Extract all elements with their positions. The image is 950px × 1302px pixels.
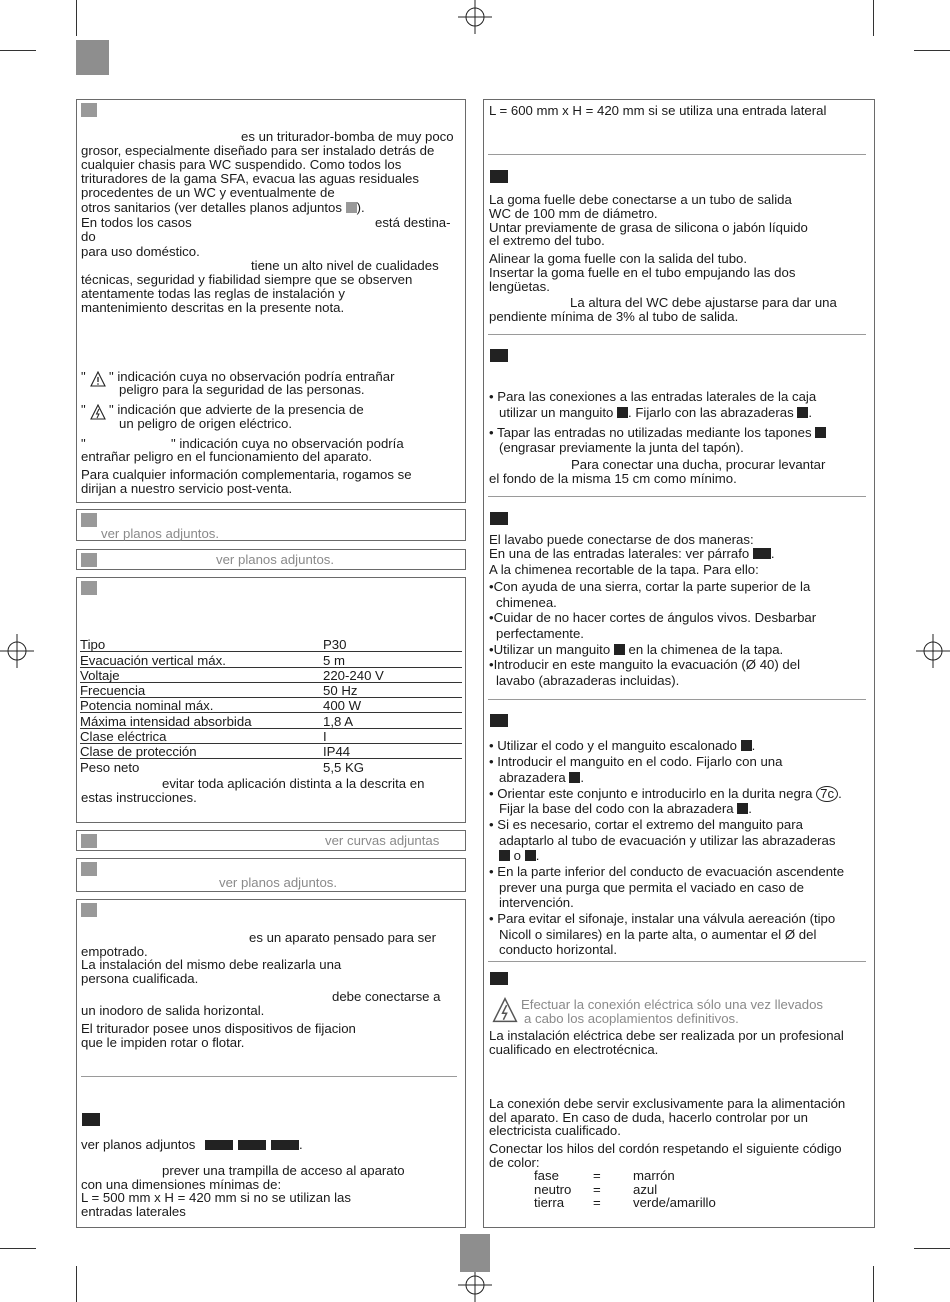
wc-line: WC de 100 mm de diámetro. (489, 206, 658, 221)
color-code-name: neutro (534, 1182, 572, 1197)
color-code-eq: = (593, 1195, 601, 1210)
spec-row (80, 637, 462, 652)
lateral-bullet (489, 390, 816, 404)
ref-text: ver planos adjuntos. (101, 526, 220, 541)
part-ref-marker (741, 740, 752, 751)
quote-mark: " (81, 402, 86, 417)
spec-row (80, 682, 462, 697)
lateral-note: Para conectar una ducha, procurar levantar (571, 457, 826, 472)
wc-line: pendiente mínima de 3% al tubo de salida. (489, 309, 739, 324)
install-line: La instalación del mismo debe realizarla una (81, 957, 342, 972)
color-code-value: azul (633, 1182, 658, 1197)
spec-value: IP44 (323, 744, 462, 759)
part-ref-marker (815, 427, 826, 438)
crop-mark (914, 50, 950, 51)
page-number-tab (460, 1234, 490, 1272)
warn-line: entrañar peligro en el funcionamiento del aparato. (81, 449, 373, 464)
color-code-name: fase (534, 1168, 559, 1183)
lavabo-line: •Cuidar de no hacer cortes de ángulos vivos. Desbarbar (489, 610, 817, 625)
elec-line: del aparato. En caso de duda, hacerlo controlar por un (489, 1110, 808, 1125)
intro-line: técnicas, seguridad y fiabilidad siempre que se observen (81, 272, 413, 287)
elec-line: de color: (489, 1155, 540, 1170)
ref-section-3 (76, 830, 466, 851)
spec-label: Peso neto (80, 759, 140, 775)
lateral-bullet (499, 406, 812, 420)
section-marker (81, 834, 97, 848)
evac-text: o (513, 848, 522, 863)
lateral-text: • Para las conexiones a las entradas laterales de la caja (489, 389, 817, 404)
elec-line: La instalación eléctrica debe ser realizada por un profesional (489, 1028, 844, 1043)
section-marker (81, 862, 97, 876)
divider (81, 1076, 457, 1077)
intro-line: trituradores de la gama SFA, evacua las aguas residuales (81, 171, 419, 186)
section-marker-dark (490, 512, 508, 525)
color-code-name: tierra (534, 1195, 565, 1210)
lavabo-line: chimenea. (496, 595, 557, 610)
evac-line: • Si es necesario, cortar el extremo del manguito para (489, 817, 803, 832)
warn-line: " indicación que advierte de la presencia de (109, 402, 364, 417)
close-paren: ). (356, 200, 365, 215)
section-marker (81, 513, 97, 527)
section-marker-dark (490, 170, 508, 183)
lateral-text: utilizar un manguito (499, 405, 614, 420)
part-ref-marker (617, 407, 628, 418)
divider (488, 154, 866, 155)
install-line: debe conectarse a (332, 989, 441, 1004)
period: . (299, 1137, 303, 1152)
install-section (76, 899, 466, 1228)
specs-table (80, 637, 462, 774)
lavabo-line: perfectamente. (496, 626, 584, 641)
quote-mark: " (81, 369, 86, 384)
crop-mark (0, 50, 36, 51)
evac-text: . (838, 786, 842, 801)
intro-line: grosor, especialmente diseñado para ser instalado detrás de (81, 143, 435, 158)
spec-row (80, 713, 462, 728)
intro-line-text: otros sanitarios (ver detalles planos adjuntos (81, 200, 342, 215)
install-line: que le impiden rotar o flotar. (81, 1035, 245, 1050)
language-tab (76, 40, 109, 75)
right-column (483, 99, 875, 1228)
registration-mark-icon (0, 634, 34, 668)
spec-row (80, 759, 462, 774)
intro-line: procedentes de un WC y eventualmente de (81, 185, 335, 200)
part-ref-marker (614, 644, 625, 655)
intro-line: mantenimiento descritas en la presente nota. (81, 300, 345, 315)
color-code-value: verde/amarillo (633, 1195, 716, 1210)
lateral-text: . (808, 405, 813, 420)
part-ref-marker (797, 407, 808, 418)
color-code-value: marrón (633, 1168, 675, 1183)
spec-label: Evacuación vertical máx. (80, 652, 323, 667)
evac-line: • En la parte inferior del conducto de evacuación ascendente (489, 864, 845, 879)
intro-line: está destina- (375, 215, 451, 230)
elec-line: Conectar los hilos del cordón respetando el siguiente código (489, 1141, 842, 1156)
ref-text: ver planos adjuntos. (219, 875, 338, 890)
warn-line: dirijan a nuestro servicio post-venta. (81, 481, 293, 496)
spec-label: Tipo (80, 637, 323, 652)
intro-line: para uso doméstico. (81, 244, 200, 259)
warn-line: peligro para la seguridad de las personas. (119, 382, 365, 397)
elec-line: electricista cualificado. (489, 1123, 621, 1138)
evac-line: prever una purga que permita el vaciado en caso de (499, 880, 804, 895)
spec-value: I (323, 728, 462, 743)
ref-section-1 (76, 509, 466, 541)
intro-line: do (81, 229, 96, 244)
spec-value: 5 m (323, 652, 462, 667)
quote-mark: " (81, 436, 86, 451)
lateral-bullet: (engrasar previamente la junta del tapón). (499, 440, 744, 455)
evac-line: • Para evitar el sifonaje, instalar una válvula aereación (tipo (489, 911, 836, 926)
registration-mark-icon (458, 0, 492, 34)
evac-line: Nicoll o similares) en la parte alta, o aumentar el Ø del (499, 927, 817, 942)
plan-ref-marker (205, 1140, 233, 1150)
intro-section (76, 99, 466, 503)
divider (488, 961, 866, 962)
crop-mark (873, 0, 874, 36)
wc-line: Insertar la goma fuelle en el tubo empujando las dos (489, 265, 796, 280)
divider (488, 334, 866, 335)
part-ref-marker (569, 772, 580, 783)
spec-value: 5,5 KG (323, 759, 365, 775)
lavabo-line: El lavabo puede conectarse de dos maneras: (489, 532, 754, 547)
divider (488, 699, 866, 700)
intro-line: En todos los casos (81, 215, 192, 230)
ref-text: ver planos adjuntos. (216, 552, 335, 567)
lavabo-line: A la chimenea recortable de la tapa. Para ello: (489, 562, 759, 577)
registration-mark-icon (916, 634, 950, 668)
elec-line: La conexión debe servir exclusivamente para la alimentación (489, 1096, 846, 1111)
spec-label: Máxima intensidad absorbida (80, 713, 323, 728)
spec-value: 220-240 V (323, 667, 462, 682)
access-line: prever una trampilla de acceso al aparato (162, 1163, 405, 1178)
intro-line: tiene un alto nivel de cualidades (251, 258, 439, 273)
part-ref-marker (525, 850, 536, 861)
evac-line: adaptarlo al tubo de evacuación y utilizar las abrazaderas (499, 833, 836, 848)
access-line-lateral: L = 600 mm x H = 420 mm si se utiliza una entrada lateral (489, 103, 827, 118)
electric-warning-icon (491, 997, 519, 1023)
wc-line: La altura del WC debe ajustarse para dar una (570, 295, 837, 310)
intro-line: atentamente todas las reglas de instalación y (81, 286, 345, 301)
intro-line: es un triturador-bomba de muy poco (241, 129, 454, 144)
access-line: con una dimensiones mínimas de: (81, 1177, 282, 1192)
warn-line: un peligro de origen eléctrico. (119, 416, 293, 431)
install-line: es un aparato pensado para ser (249, 930, 436, 945)
crop-mark (76, 0, 77, 36)
divider (488, 496, 866, 497)
color-code-eq: = (593, 1168, 601, 1183)
section-marker-dark (490, 714, 508, 727)
evac-text: . (748, 801, 752, 816)
elec-warning: Efectuar la conexión eléctrica sólo una vez llevados (521, 997, 824, 1012)
section-marker-dark (82, 1113, 100, 1126)
warn-line: " indicación cuya no observación podría entrañar (109, 369, 395, 384)
install-line: empotrado. (81, 944, 148, 959)
spec-row (80, 652, 462, 667)
lavabo-line (489, 547, 775, 561)
evac-line: intervención. (499, 895, 574, 910)
ref-marker (346, 202, 357, 213)
crop-mark (914, 1248, 950, 1249)
registration-mark-icon (458, 1268, 492, 1302)
lavabo-text: en la chimenea de la tapa. (628, 642, 784, 657)
lateral-bullet (489, 426, 826, 440)
install-line: El triturador posee unos dispositivos de fijacion (81, 1021, 356, 1036)
spec-row (80, 698, 462, 713)
evac-line (489, 739, 755, 753)
warn-line: Para cualquier información complementaria, rogamos se (81, 467, 412, 482)
access-line: L = 500 mm x H = 420 mm si no se utilizan las (81, 1190, 351, 1205)
part-ref-circle: 7c (816, 786, 838, 802)
wc-line: Untar previamente de grasa de silicona o jabón líquido (489, 220, 808, 235)
warn-line: " indicación cuya no observación podría (171, 436, 404, 451)
section-marker (81, 903, 97, 917)
lavabo-line: •Con ayuda de una sierra, cortar la parte superior de la (489, 579, 811, 594)
lavabo-text: . (770, 546, 775, 561)
evac-line (499, 849, 539, 863)
plan-ref-marker (238, 1140, 266, 1150)
spec-label: Clase eléctrica (80, 728, 323, 743)
evac-text: • Orientar este conjunto e introducirlo en la durita negra (489, 786, 813, 801)
lavabo-line: •Introducir en este manguito la evacuación (Ø 40) del (489, 657, 801, 672)
warning-triangle-icon (90, 371, 106, 387)
evac-text: . (535, 848, 540, 863)
access-line: entradas laterales (81, 1204, 186, 1219)
spec-value: 1,8 A (323, 713, 462, 728)
elec-line: cualificado en electrotécnica. (489, 1042, 659, 1057)
spec-row (80, 667, 462, 682)
section-marker (81, 553, 97, 567)
install-line: persona cualificada. (81, 971, 199, 986)
color-code-eq: = (593, 1182, 601, 1197)
evac-line: conducto horizontal. (499, 942, 618, 957)
evac-text: abrazadera (499, 770, 566, 785)
lavabo-text: En una de las entradas laterales: ver párrafo (489, 546, 750, 561)
lateral-text: . Fijarlo con las abrazaderas (628, 405, 794, 420)
specs-note: estas instrucciones. (81, 790, 197, 805)
intro-line (81, 201, 365, 215)
evac-text: . (580, 770, 585, 785)
wc-line: La goma fuelle debe conectarse a un tubo de salida (489, 192, 792, 207)
lateral-text: • Tapar las entradas no utilizadas mediante los tapones (489, 425, 812, 440)
wc-line: el extremo del tubo. (489, 233, 605, 248)
install-ref: ver planos adjuntos (81, 1137, 196, 1152)
spec-row (80, 728, 462, 743)
evac-text: . (751, 738, 756, 753)
spec-label: Voltaje (80, 667, 323, 682)
wc-line: lengüetas. (489, 279, 550, 294)
ref-section-4 (76, 858, 466, 892)
crop-mark (0, 1248, 36, 1249)
part-ref-marker (499, 850, 510, 861)
ref-section-2 (76, 549, 466, 570)
elec-warning: a cabo los acoplamientos definitivos. (524, 1011, 739, 1026)
section-marker-dark (490, 972, 508, 985)
spec-row (80, 744, 462, 759)
crop-mark (76, 1266, 77, 1302)
spec-label: Potencia nominal máx. (80, 698, 323, 713)
lateral-note: el fondo de la misma 15 cm como mínimo. (489, 471, 737, 486)
plan-ref-marker (271, 1140, 299, 1150)
intro-line: cualquier chasis para WC suspendido. Como todos los (81, 157, 402, 172)
crop-mark (873, 1266, 874, 1302)
evac-text: Fijar la base del codo con la abrazadera (499, 801, 734, 816)
evac-line (499, 802, 752, 816)
spec-value: P30 (323, 637, 462, 652)
paragraph-ref-marker (753, 548, 771, 559)
spec-value: 400 W (323, 698, 462, 713)
wc-line: Alinear la goma fuelle con la salida del tubo. (489, 251, 748, 266)
lavabo-line: lavabo (abrazaderas incluidas). (496, 673, 680, 688)
specs-note: evitar toda aplicación distinta a la descrita en (162, 776, 425, 791)
evac-text: • Utilizar el codo y el manguito escalonado (489, 738, 737, 753)
section-marker (81, 103, 97, 117)
electric-warning-icon (90, 404, 106, 420)
part-ref-marker (737, 803, 748, 814)
spec-label: Clase de protección (80, 744, 323, 759)
specs-section (76, 577, 466, 823)
spec-value: 50 Hz (323, 682, 462, 697)
section-marker (81, 581, 97, 595)
evac-line (489, 786, 842, 802)
install-ref-line (81, 1138, 303, 1152)
install-line: un inodoro de salida horizontal. (81, 1003, 265, 1018)
spec-label: Frecuencia (80, 682, 323, 697)
lavabo-line (489, 643, 783, 657)
section-marker-dark (490, 349, 508, 362)
evac-line (499, 771, 584, 785)
evac-line: • Introducir el manguito en el codo. Fijarlo con una (489, 754, 783, 769)
lavabo-text: •Utilizar un manguito (489, 642, 611, 657)
ref-text: ver curvas adjuntas (325, 833, 440, 848)
